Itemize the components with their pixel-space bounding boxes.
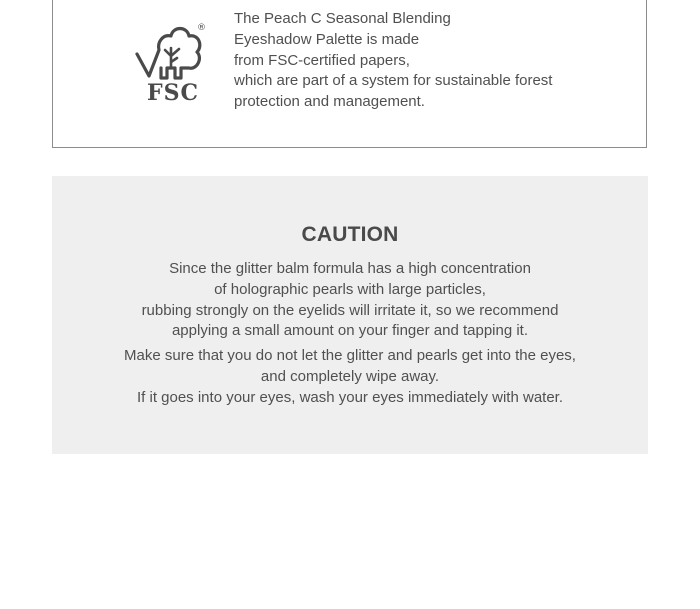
fsc-line: which are part of a system for sustainable forest [234,72,553,90]
fsc-certification-box [52,0,647,148]
caution-body [0,259,700,409]
caution-line: applying a small amount on your finger and tapping it. [171,322,529,340]
caution-paragraph-1 [0,259,700,342]
fsc-line: The Peach C Seasonal Blending [234,10,451,27]
caution-line: and completely wipe away. [260,367,440,385]
caution-line: of holographic pearls with large particles, [214,280,486,298]
fsc-line: from FSC-certified papers, [234,51,410,69]
fsc-wordmark: FSC [147,80,200,106]
caution-line: Make sure that you do not let the glitter and pearls get into the eyes, [124,347,576,365]
caution-line: Since the glitter balm formula has a high concentration [169,260,531,277]
fsc-line: protection and management. [234,93,425,111]
caution-paragraph-2 [0,346,700,408]
fsc-line: Eyeshadow Palette is made [234,30,420,48]
fsc-description [234,9,614,113]
caution-line: If it goes into your eyes, wash your eyes immediately with water. [136,388,564,406]
caution-line: rubbing strongly on the eyelids will irritate it, so we recommend [141,301,559,319]
caution-title: CAUTION [301,223,399,246]
registered-mark: ® [197,23,206,33]
